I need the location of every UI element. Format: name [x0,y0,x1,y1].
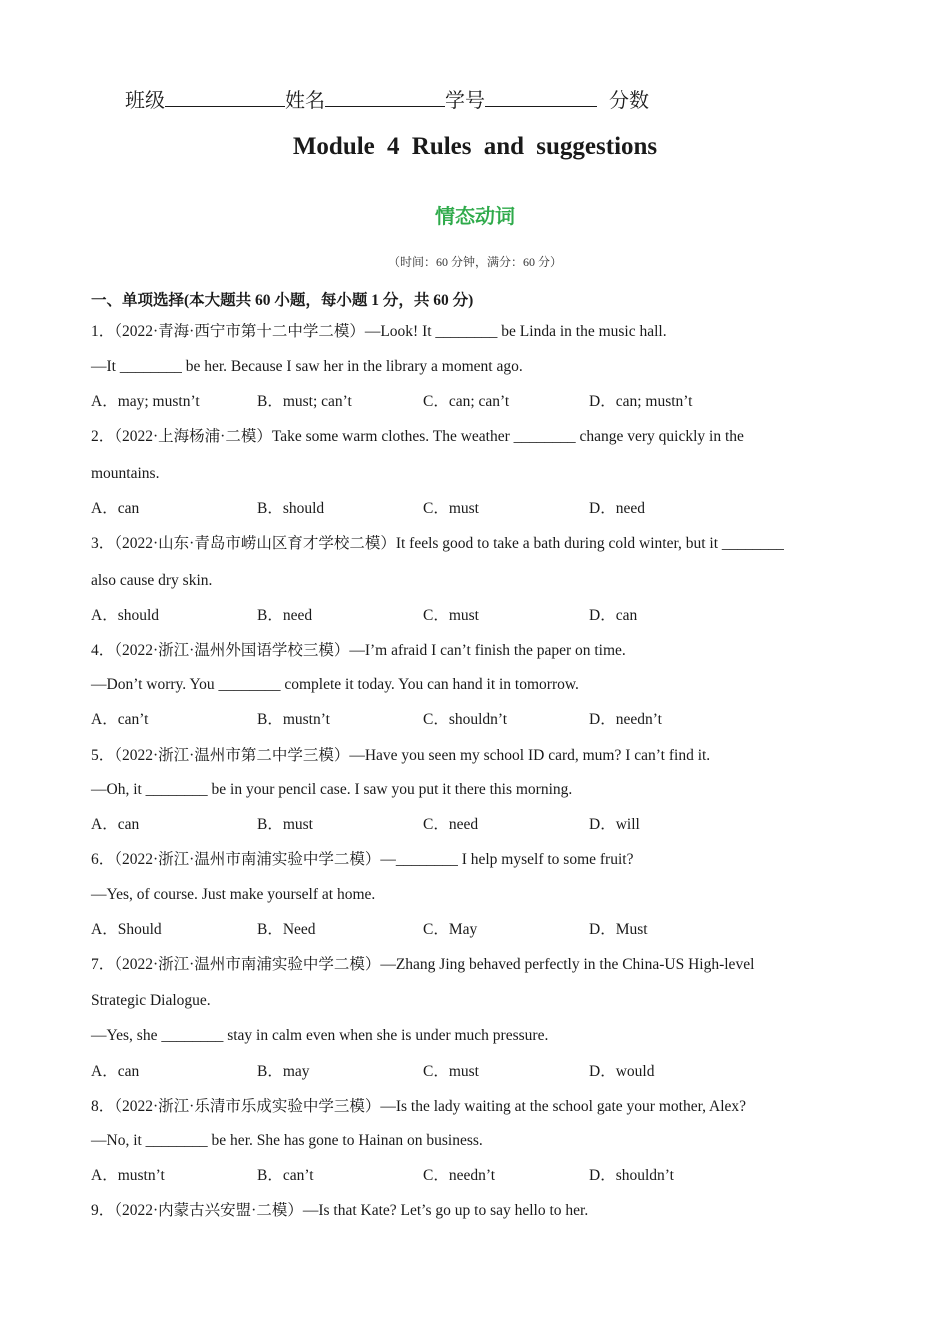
name-label: 姓名 [285,90,325,112]
question-3-line-1: 3．（2022·山东·青岛市崂山区育才学校二模）It feels good to take a bath during cold winter, but it ________ [91,535,784,552]
question-6-option-d: D．Must [589,921,648,938]
question-4-line-2: —Don’t worry. You ________ complete it today. You can hand it in tomorrow. [91,676,579,693]
question-8-option-a: A．mustn’t [91,1167,165,1184]
name-blank [325,86,445,107]
question-6-line-2: —Yes, of course. Just make yourself at home. [91,886,376,903]
page-title: Module 4 Rules and suggestions [292,133,658,160]
question-4-option-c: C．shouldn’t [423,711,508,728]
question-5-line-1: 5．（2022·浙江·温州市第二中学三模）—Have you seen my school ID card, mum? I can’t find it. [91,747,711,764]
question-4-option-d: D．needn’t [589,711,662,728]
question-5-option-a: A．can [91,816,140,833]
question-8-line-2: —No, it ________ be her. She has gone to Hainan on business. [91,1132,483,1149]
question-4-option-a: A．can’t [91,711,149,728]
question-4-line-1: 4．（2022·浙江·温州外国语学校三模）—I’m afraid I can’t finish the paper on time. [91,642,626,659]
question-3-option-c: C．must [423,607,479,624]
question-7-line-1: 7．（2022·浙江·温州市南浦实验中学二模）—Zhang Jing behaved perfectly in the China-US High-level [91,956,755,973]
question-3-option-d: D．can [589,607,638,624]
question-9-line-1: 9．（2022·内蒙古兴安盟·二模）—Is that Kate? Let’s go up to say hello to her. [91,1202,589,1219]
question-8-option-d: D．shouldn’t [589,1167,674,1184]
question-1-line-2: —It ________ be her. Because I saw her in the library a moment ago. [91,358,523,375]
question-1-line-1: 1．（2022·青海·西宁市第十二中学二模）—Look! It ________ be Linda in the music hall. [91,323,667,340]
question-1-option-c: C．can; can’t [423,393,510,410]
question-3-option-b: B．need [257,607,313,624]
student-info-header [125,86,649,114]
question-3-line-2: also cause dry skin. [91,572,213,589]
question-1-option-d: D．can; mustn’t [589,393,693,410]
question-2-option-b: B．should [257,500,325,517]
class-label: 班级 [125,90,165,112]
question-7-line-3: —Yes, she ________ stay in calm even when she is under much pressure. [91,1027,549,1044]
question-2-option-c: C．must [423,500,479,517]
question-2-line-1: 2．（2022·上海杨浦·二模）Take some warm clothes. The weather ________ change very quickly in the [91,428,744,445]
question-5-option-c: C．need [423,816,479,833]
question-7-option-b: B．may [257,1063,310,1080]
question-2-option-a: A．can [91,500,140,517]
question-5-option-b: B．must [257,816,313,833]
question-7-option-d: D．would [589,1063,655,1080]
question-2-option-d: D．need [589,500,645,517]
question-4-option-b: B．mustn’t [257,711,330,728]
question-5-line-2: —Oh, it ________ be in your pencil case. I saw you put it there this morning. [91,781,573,798]
time-note: （时间：60 分钟，满分：60 分） [387,255,562,269]
id-blank [485,86,597,107]
question-6-line-1: 6．（2022·浙江·温州市南浦实验中学二模）—________ I help myself to some fruit? [91,851,634,868]
question-7-line-2: Strategic Dialogue. [91,992,211,1009]
section-heading: 一、单项选择(本大题共 60 小题，每小题 1 分，共 60 分) [91,292,474,309]
topic-subtitle: 情态动词 [435,204,515,228]
question-1-option-b: B．must; can’t [257,393,352,410]
id-label: 学号 [445,90,485,112]
question-6-option-c: C．May [423,921,478,938]
question-7-option-a: A．can [91,1063,140,1080]
class-blank [165,86,285,107]
question-6-option-a: A．Should [91,921,162,938]
score-label: 分数 [609,90,649,112]
question-8-line-1: 8．（2022·浙江·乐清市乐成实验中学三模）—Is the lady waiting at the school gate your mother, Alex? [91,1098,747,1115]
question-8-option-b: B．can’t [257,1167,314,1184]
question-3-option-a: A．should [91,607,160,624]
question-8-option-c: C．needn’t [423,1167,496,1184]
question-1-option-a: A．may; mustn’t [91,393,200,410]
question-2-line-2: mountains. [91,465,160,482]
question-7-option-c: C．must [423,1063,479,1080]
question-6-option-b: B．Need [257,921,316,938]
question-5-option-d: D．will [589,816,640,833]
